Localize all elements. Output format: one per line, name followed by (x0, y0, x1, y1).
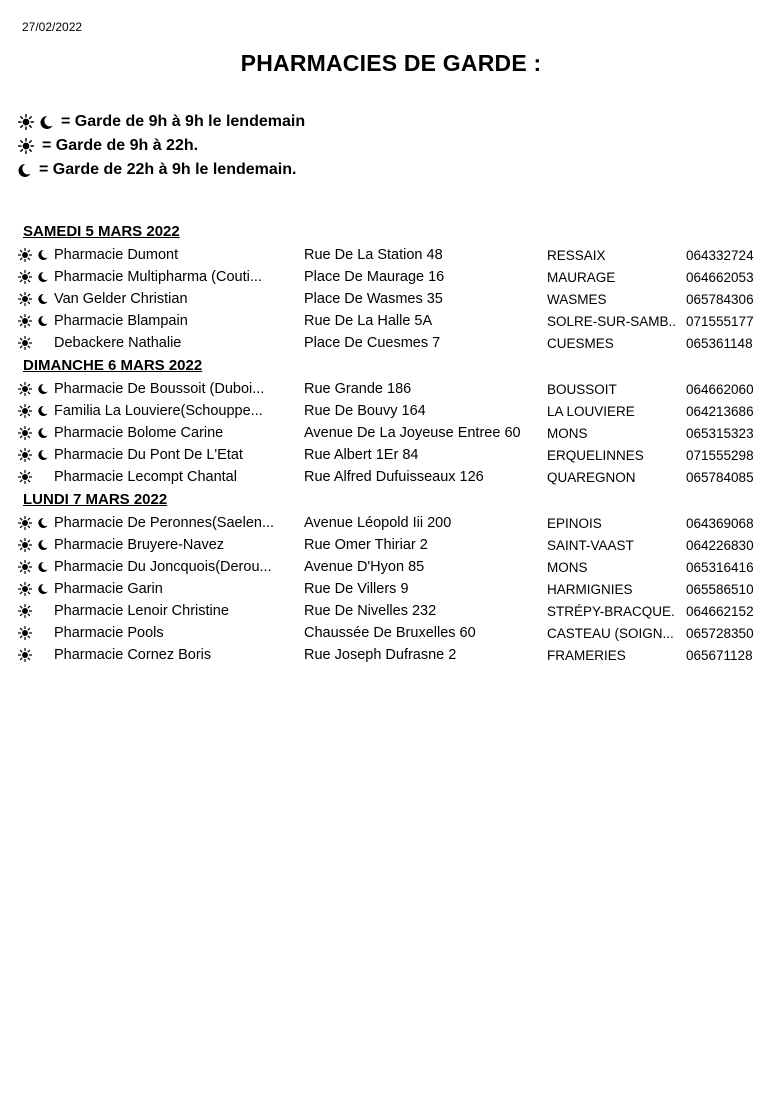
shift-icons (18, 470, 54, 484)
sun-icon (18, 582, 32, 596)
shift-icons (18, 382, 54, 396)
shift-icons (18, 314, 54, 328)
pharmacy-phone: 065728350 (686, 625, 754, 641)
sun-icon (18, 404, 32, 418)
day-title: LUNDI 7 MARS 2022 (23, 491, 168, 508)
pharmacy-phone: 064662053 (686, 269, 754, 285)
legend-icons (18, 114, 53, 130)
shift-icons (18, 270, 54, 284)
pharmacy-city: QUAREGNON (547, 469, 636, 485)
pharmacy-phone: 064662060 (686, 381, 754, 397)
shift-icons (18, 538, 54, 552)
moon-icon (38, 383, 48, 395)
pharmacy-row (18, 512, 764, 534)
pharmacy-address: Rue Albert 1Er 84 (304, 447, 419, 463)
sun-icon (18, 604, 32, 618)
legend-icons (18, 163, 31, 178)
pharmacy-address: Rue De Bouvy 164 (304, 403, 426, 419)
sun-icon (18, 270, 32, 284)
pharmacy-row (18, 266, 764, 288)
sun-icon (18, 516, 32, 530)
pharmacy-row (18, 466, 764, 488)
pharmacy-city: ERQUELINNES (547, 447, 644, 463)
legend-text: = Garde de 22h à 9h le lendemain. (39, 161, 297, 178)
sun-icon (18, 382, 32, 396)
pharmacy-name: Pharmacie Du Joncquois(Derou... (54, 559, 272, 575)
day-title: SAMEDI 5 MARS 2022 (23, 223, 180, 240)
pharmacy-phone: 065671128 (686, 647, 753, 663)
pharmacy-city: FRAMERIES (547, 647, 626, 663)
moon-icon (38, 405, 48, 417)
pharmacy-city: RESSAIX (547, 247, 606, 263)
pharmacy-name: Pharmacie Lenoir Christine (54, 603, 229, 619)
pharmacy-phone: 065586510 (686, 581, 754, 597)
pharmacy-address: Place De Cuesmes 7 (304, 335, 441, 351)
sun-icon (18, 314, 32, 328)
shift-icons (18, 448, 54, 462)
pharmacy-address: Chaussée De Bruxelles 60 (304, 625, 476, 641)
legend-row (18, 158, 305, 182)
pharmacy-city: STRÉPY-BRACQUE. (547, 603, 675, 619)
moon-icon (38, 249, 48, 261)
shift-icons (18, 248, 54, 262)
sun-icon (18, 426, 32, 440)
pharmacy-city: HARMIGNIES (547, 581, 633, 597)
moon-icon (18, 163, 31, 178)
pharmacy-address: Avenue D'Hyon 85 (304, 559, 425, 575)
pharmacy-address: Avenue De La Joyeuse Entree 60 (304, 425, 521, 441)
shift-icons (18, 404, 54, 418)
pharmacy-row (18, 310, 764, 332)
sun-icon (18, 648, 32, 662)
sun-icon (18, 292, 32, 306)
day-title: DIMANCHE 6 MARS 2022 (23, 357, 203, 374)
sun-icon (18, 470, 32, 484)
pharmacy-name: Pharmacie Bruyere-Navez (54, 537, 225, 553)
moon-icon (40, 115, 53, 130)
shift-icons (18, 292, 54, 306)
pharmacy-phone: 064662152 (686, 603, 754, 619)
moon-icon (38, 539, 48, 551)
pharmacy-city: MONS (547, 559, 588, 575)
pharmacy-name: Pharmacie Multipharma (Couti... (54, 269, 262, 285)
pharmacy-phone: 065315323 (686, 425, 754, 441)
pharmacy-address: Place De Wasmes 35 (304, 291, 443, 307)
pharmacy-address: Rue Joseph Dufrasne 2 (304, 647, 457, 663)
pharmacy-name: Pharmacie Blampain (54, 313, 188, 329)
pharmacy-name: Pharmacie Bolome Carine (54, 425, 224, 441)
pharmacy-name: Pharmacie Cornez Boris (54, 647, 212, 663)
pharmacy-address: Rue Alfred Dufuisseaux 126 (304, 469, 484, 485)
pharmacy-name: Debackere Nathalie (54, 335, 182, 351)
pharmacy-name: Pharmacie Pools (54, 625, 164, 641)
moon-icon (38, 293, 48, 305)
pharmacy-row (18, 534, 764, 556)
pharmacy-row (18, 244, 764, 266)
shift-icons (18, 626, 54, 640)
pharmacy-city: CASTEAU (SOIGN... (547, 625, 674, 641)
pharmacy-name: Van Gelder Christian (54, 291, 188, 307)
pharmacy-phone: 071555298 (686, 447, 754, 463)
pharmacy-row (18, 600, 764, 622)
day-section (18, 354, 764, 488)
pharmacy-city: MAURAGE (547, 269, 616, 285)
legend-row (18, 110, 305, 134)
pharmacy-phone: 065316416 (686, 559, 754, 575)
shift-icons (18, 582, 54, 596)
shift-icons (18, 516, 54, 530)
legend-icons (18, 138, 34, 154)
legend-text: = Garde de 9h à 9h le lendemain (61, 113, 306, 130)
pharmacy-address: Place De Maurage 16 (304, 269, 445, 285)
pharmacy-address: Rue Grande 186 (304, 381, 412, 397)
sun-icon (18, 336, 32, 350)
pharmacy-row (18, 332, 764, 354)
pharmacy-phone: 064332724 (686, 247, 754, 263)
pharmacy-address: Avenue Léopold Iii 200 (304, 515, 452, 531)
day-section (18, 220, 764, 354)
pharmacy-phone: 065784306 (686, 291, 754, 307)
pharmacy-city: SAINT-VAAST (547, 537, 634, 553)
pharmacy-row (18, 644, 764, 666)
shift-icons (18, 604, 54, 618)
pharmacy-row (18, 578, 764, 600)
pharmacy-row (18, 422, 764, 444)
page-title: PHARMACIES DE GARDE : (240, 50, 542, 76)
legend (18, 110, 305, 182)
pharmacy-address: Rue De Nivelles 232 (304, 603, 437, 619)
sun-icon (18, 538, 32, 552)
pharmacy-phone: 064369068 (686, 515, 754, 531)
pharmacy-city: BOUSSOIT (547, 381, 617, 397)
pharmacy-name: Familia La Louviere(Schouppe... (54, 403, 263, 419)
moon-icon (38, 315, 48, 327)
pharmacy-phone: 065361148 (686, 335, 753, 351)
shift-icons (18, 648, 54, 662)
sun-icon (18, 448, 32, 462)
pharmacy-row (18, 444, 764, 466)
pharmacy-address: Rue De Villers 9 (304, 581, 409, 597)
moon-icon (38, 517, 48, 529)
pharmacy-city: MONS (547, 425, 588, 441)
pharmacy-name: Pharmacie De Boussoit (Duboi... (54, 381, 265, 397)
pharmacy-city: LA LOUVIERE (547, 403, 635, 419)
pharmacy-phone: 064226830 (686, 537, 754, 553)
pharmacy-name: Pharmacie Garin (54, 581, 163, 597)
pharmacy-address: Rue De La Station 48 (304, 247, 443, 263)
pharmacy-phone: 064213686 (686, 403, 754, 419)
sun-icon (18, 248, 32, 262)
pharmacy-city: EPINOIS (547, 515, 602, 531)
sun-icon (18, 138, 34, 154)
moon-icon (38, 271, 48, 283)
day-section (18, 488, 764, 666)
pharmacy-row (18, 378, 764, 400)
pharmacy-address: Rue De La Halle 5A (304, 313, 433, 329)
pharmacy-row (18, 400, 764, 422)
shift-icons (18, 560, 54, 574)
moon-icon (38, 561, 48, 573)
sun-icon (18, 560, 32, 574)
schedule (18, 220, 764, 666)
pharmacy-name: Pharmacie De Peronnes(Saelen... (54, 515, 275, 531)
pharmacy-row (18, 556, 764, 578)
moon-icon (38, 583, 48, 595)
pharmacy-row (18, 622, 764, 644)
pharmacy-city: CUESMES (547, 335, 614, 351)
shift-icons (18, 426, 54, 440)
shift-icons (18, 336, 54, 350)
pharmacy-name: Pharmacie Du Pont De L'Etat (54, 447, 243, 463)
pharmacy-row (18, 288, 764, 310)
moon-icon (38, 427, 48, 439)
legend-row (18, 134, 305, 158)
legend-text: = Garde de 9h à 22h. (42, 137, 199, 154)
pharmacy-address: Rue Omer Thiriar 2 (304, 537, 428, 553)
pharmacy-name: Pharmacie Dumont (54, 247, 179, 263)
sun-icon (18, 114, 34, 130)
pharmacy-city: WASMES (547, 291, 607, 307)
document-date: 27/02/2022 (22, 20, 83, 34)
pharmacy-name: Pharmacie Lecompt Chantal (54, 469, 237, 485)
pharmacy-phone: 065784085 (686, 469, 754, 485)
sun-icon (18, 626, 32, 640)
pharmacy-phone: 071555177 (686, 313, 754, 329)
pharmacy-city: SOLRE-SUR-SAMB.. (547, 313, 677, 329)
moon-icon (38, 449, 48, 461)
